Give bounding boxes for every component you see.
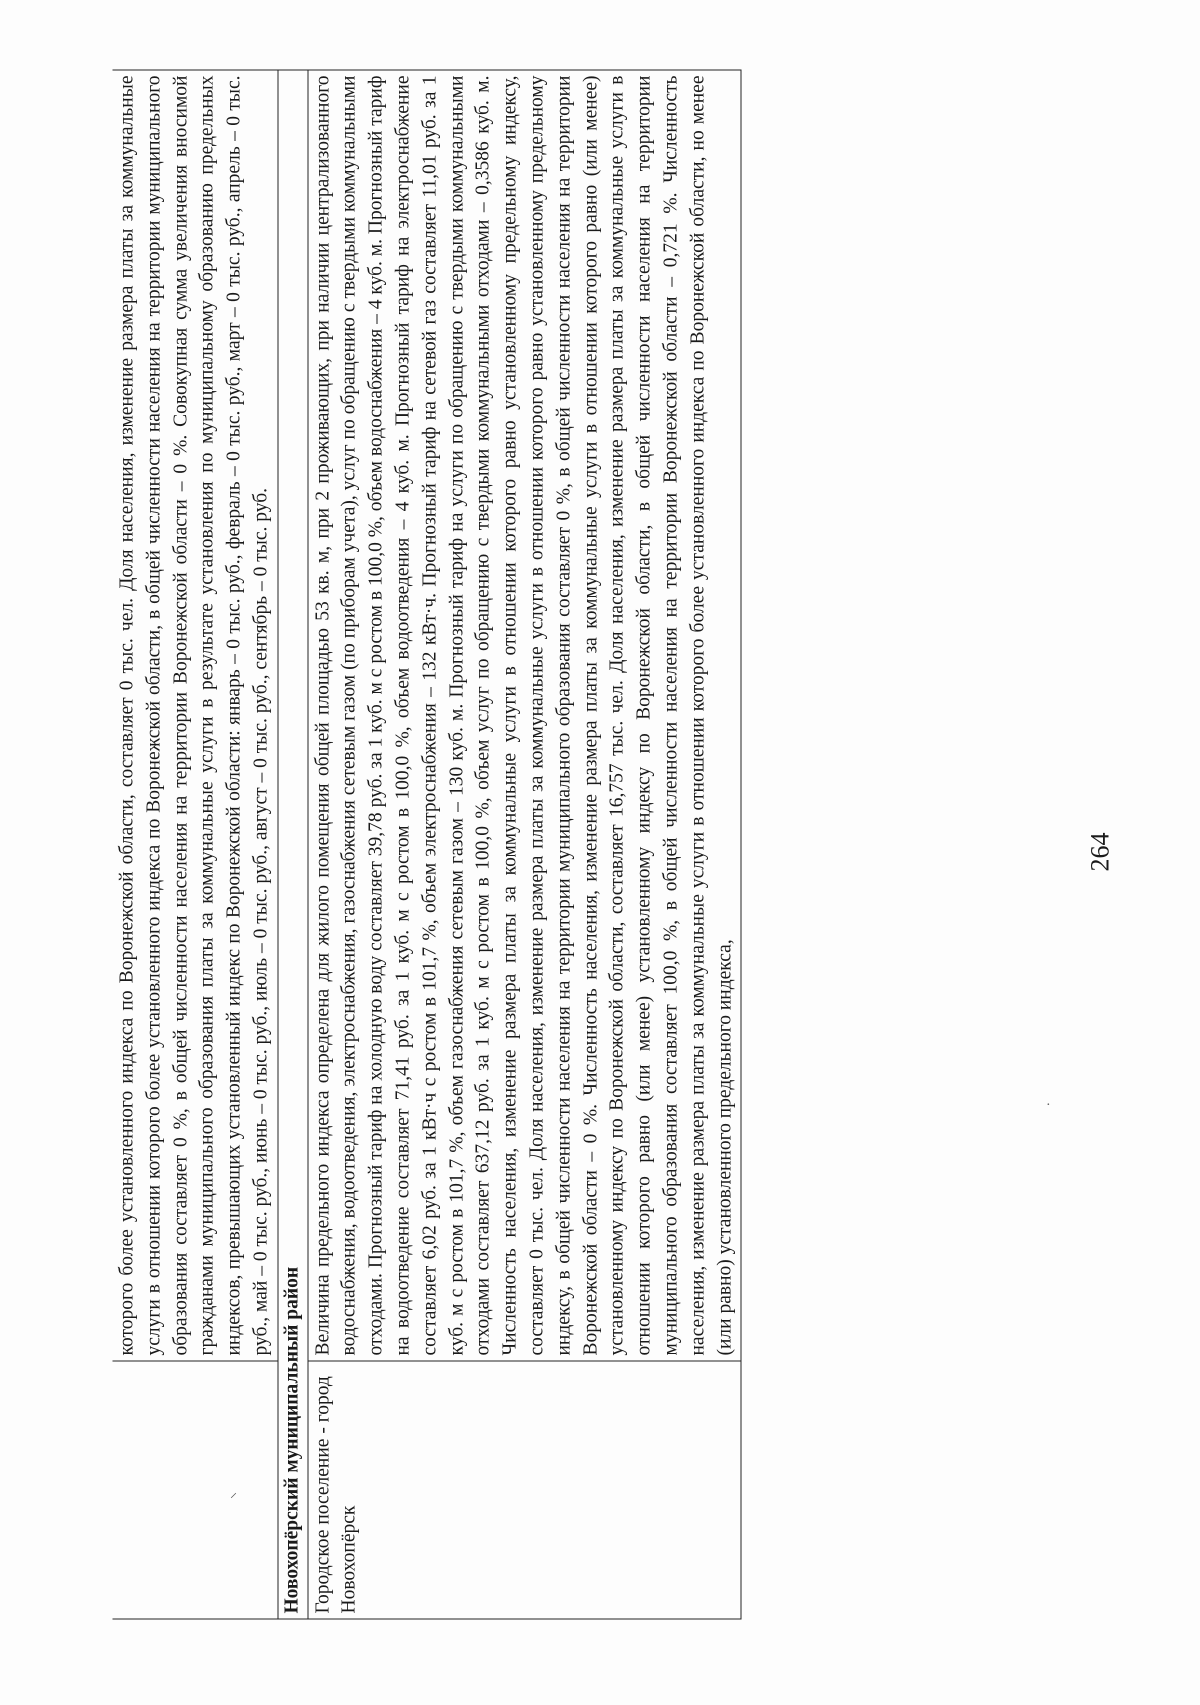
rotated-content-frame: [1, 0, 1200, 1705]
district-heading: Новохопёрский муниципальный район: [278, 70, 308, 1619]
scan-artifact-mark: ⸝: [230, 1486, 237, 1501]
table-row: [308, 70, 742, 1619]
section-heading-row: [278, 70, 308, 1619]
scan-artifact-dot: ·: [1046, 1098, 1051, 1113]
index-description-cell: Величина предельного индекса определена для жилого помещения общей площадью 53 кв. м, при 2 проживающих, при наличии централизованного водоснабжения, водоотведения, электроснабжения, газоснабжения сетевым газом (по приборам учета), услуг по обращению с твердыми коммунальными отходами. Прогнозный тариф на холодную воду составляет 39,78 руб. за 1 куб. м с ростом в 100,0 %, объем водоснабжения – 4 куб. м. Прогнозный тариф на водоотведение составляет 71,41 руб. за 1 куб. м с ростом в 100,0 %, объем водоотведения – 4 куб. м. Прогнозный тариф на электроснабжение составляет 6,02 руб. за 1 кВт·ч с ростом в 101,7 %, объем электроснабжения – 132 кВт·ч. Прогнозный тариф на сетевой газ составляет 11,01 руб. за 1 куб. м с ростом в 101,7 %, объем газоснабжения сетевым газом – 130 куб. м. Прогнозный тариф на услуги по обращению с твердыми коммунальными отходами составляет 637,12 руб. за 1 куб. м с ростом в 100,0 %, объем услуг по обращению с твердыми коммунальными отходами – 0,3586 куб. м. Численность населения, изменение размера платы за коммунальные услуги в отношении которого равно установленному предельному индексу, составляет 0 тыс. чел. Доля населения, изменение размера платы за коммунальные услуги в отношении которого равно установленному предельному индексу, в общей численности населения на территории муниципального образования составляет 0 %, в общей численности населения на территории Воронежской области – 0 %. Численность населения, изменение размера платы за коммунальные услуги в отношении которого равно (или менее) установленному индексу по Воронежской области, составляет 16,757 тыс. чел. Доля населения, изменение размера платы за коммунальные услуги в отношении которого равно (или менее) установленному индексу по Воронежской области, в общей численности населения на территории муниципального образования составляет 100,0 %, в общей численности населения на территории Воронежской области – 0,721 %. Численность населения, изменение размера платы за коммунальные услуги в отношении которого более установленного индекса по Воронежской области, но менее (или равно) установленного предельного индекса,: [308, 70, 742, 1361]
tariff-index-table: [113, 70, 742, 1620]
page-number: 264: [1085, 832, 1115, 872]
index-description-cell: которого более установленного индекса по Воронежской области, составляет 0 тыс. чел. Доля населения, изменение размера платы за коммунальные услуги в отношении которого более установленного индекса по Воронежской области, в общей численности населения на территории муниципального образования составляет 0 %, в общей численности населения на территории Воронежской области – 0 %. Совокупная сумма увеличения вносимой гражданами муниципального образования платы за коммунальные услуги в результате установления по муниципальному образованию предельных индексов, превышающих установленный индекс по Воронежской области: январь – 0 тыс. руб., февраль – 0 тыс. руб., март – 0 тыс. руб., апрель – 0 тыс. руб., май – 0 тыс. руб., июнь – 0 тыс. руб., июль – 0 тыс. руб., август – 0 тыс. руб., сентябрь – 0 тыс. руб.: [113, 70, 278, 1361]
municipality-cell: [113, 1361, 278, 1619]
municipality-cell: Городское поселение - город Новохопёрск: [308, 1361, 742, 1619]
table-row: [113, 70, 278, 1619]
